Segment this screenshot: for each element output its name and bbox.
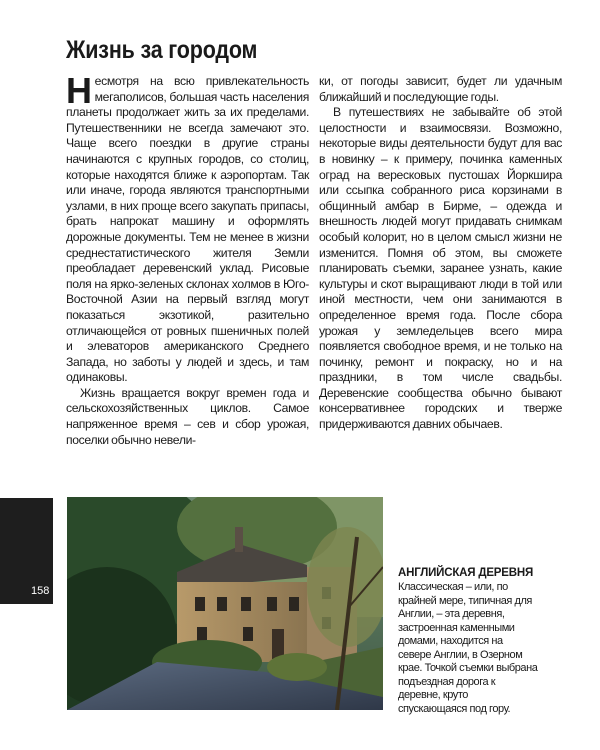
village-photo-image: [67, 497, 383, 710]
article-body: [66, 70, 562, 448]
column-right: [319, 74, 562, 448]
paragraph-intro: [66, 70, 309, 386]
photo-caption: [398, 566, 538, 716]
page-number: 158: [31, 585, 50, 597]
drop-cap: Н: [66, 70, 92, 111]
caption-text: Классическая – или, по крайней мере, типичная для Англии, – эта деревня, застроенная каменными домами, находится на севере Англии, в Озерном крае. Точкой съемки выбрана подъездная дорога к деревне, круто спускающаяся под гору.: [398, 581, 538, 715]
column-left: [66, 70, 309, 448]
paragraph-seasons: Жизнь вращается вокруг времен года и сельскохозяйственных циклов. Самое напряженное время – сев и сбор урожая, поселки обычно невели-: [66, 385, 309, 447]
paragraph-continued: ки, от погоды зависит, будет ли удачным ближайший и последующие годы.: [319, 74, 562, 104]
paragraph-travel-advice: В путешествиях не забывайте об этой целостности и взаимосвязи. Возможно, некоторые виды деятельности будут для вас в новинку – к примеру, починка каменных оград на вересковых пустошах Йоркшира или ссыпка собранного риса корзинами в общинный амбар в Бирме, – одежда и внешность людей могут придавать снимкам особый колорит, но в целом смысл жизни не изменится. Помня об этом, вы сможете планировать съемки, заранее узнать, какие культуры и скот выращивают люди в той или иной местности, чем они занимаются в определенное время года. После сбора урожая у земледельцев всего мира появляется свободное время, и не только на починку, ремонт и покраску, но и на праздники, в том числе свадьбы. Деревенские сообщества обычно бывают консервативнее городских и тверже придерживаются давних обычаев.: [319, 105, 562, 432]
page-title: Жизнь за городом: [66, 36, 258, 64]
paragraph-intro-text: есмотря на всю привлекательность мегаполисов, большая часть населения планеты продолжает жить за их пределами. Путешественники не всегда замечают это. Чаще всего поездки в другие страны начинаются с крупных городов, со столиц, которые находятся ближе к аэропортам. Так или иначе, города являются транспортными узлами, в них проще всего закупать припасы, брать напрокат машину и оформлять дорожные документы. Тем не менее в жизни среднестатистического жителя Земли преобладает деревенский уклад. Рисовые поля на ярко-зеленых склонах холмов в Юго-Восточной Азии на первый взгляд могут показаться экзотикой, разительно отличающейся от ровных пшеничных полей и элеваторов американского Среднего Запада, но заботы у людей и здесь, и там одинаковы.: [66, 74, 309, 385]
caption-title: АНГЛИЙСКАЯ ДЕРЕВНЯ: [398, 567, 534, 579]
village-photo: [67, 497, 383, 710]
